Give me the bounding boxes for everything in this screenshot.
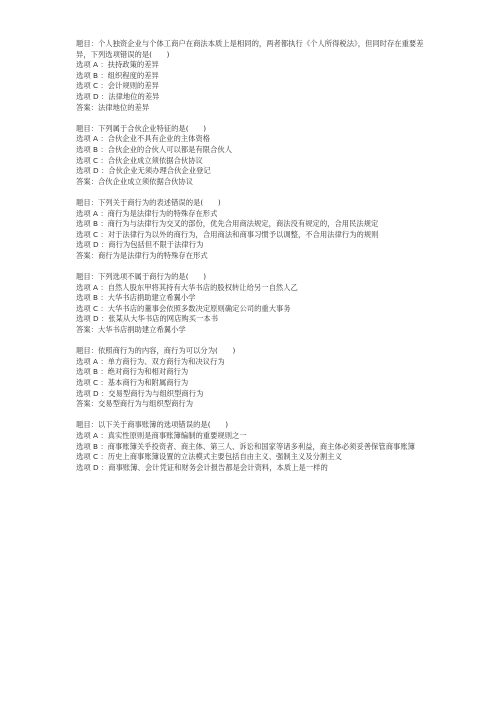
question-answer: 答案：交易型商行为与组织型商行为: [76, 399, 194, 409]
question-option: 选项 B ：商行为与法律行为交叉的部份，优先合用商法规定，商法没有规定的，合用民法规定: [76, 219, 379, 229]
question-option: 选项 D ：商行为包括但不限于法律行为: [76, 240, 204, 250]
question-option: 选项 D ：商事账簿、会计凭证和财务会计报告都是会计资料，本质上是一样的: [76, 462, 328, 472]
question-stem: 题目：依照商行为的内容，商行为可以分为( ): [76, 346, 236, 356]
question-option: 选项 B ：组织程度的差异: [76, 70, 159, 80]
question-answer: 答案：商行为是法律行为的特殊存在形式: [76, 250, 208, 260]
question-option: 选项 A ：自然人股东甲将其持有大华书店的股权转让给另一自然人乙: [76, 282, 298, 292]
question-option: 选项 A ：商行为是法律行为的特殊存在形式: [76, 208, 218, 218]
question-block: [76, 198, 428, 262]
question-option: 选项 A ：单方商行为、双方商行为和决议行为: [76, 356, 225, 366]
question-option: 选项 A ：真实性原则是商事账簿编制的重要规则之一: [76, 430, 247, 440]
question-block: [76, 124, 428, 188]
question-stem: 题目：以下关于商事账簿的选项错误的是( ): [76, 420, 229, 430]
question-stem: 题目：下列选项不属于商行为的是( ): [76, 272, 207, 282]
question-option: 选项 C ：会计规则的差异: [76, 81, 159, 91]
question-option: 选项 C ：历史上商事账簿设置的立法模式主要包括自由主义、强制主义及分割主义: [76, 452, 342, 462]
question-answer: 答案：法律地位的差异: [76, 102, 150, 112]
question-option: 选项 A ：扶持政策的差异: [76, 60, 159, 70]
question-block: [76, 420, 428, 473]
question-option: 选项 D ：合伙企业无须办理合伙企业登记: [76, 166, 211, 176]
question-option: 选项 B ：合伙企业的合伙人可以都是有限合伙人: [76, 144, 233, 154]
question-option: 选项 C ：合伙企业成立须依据合伙协议: [76, 155, 203, 165]
question-option: 选项 D ：法律地位的差异: [76, 91, 160, 101]
question-stem: 题目：个人独资企业与个体工商户在商法本质上是相同的，两者都执行《个人所得税法》，但同时存在重要差异，下列选项错误的是( ): [76, 39, 424, 59]
question-block: [76, 346, 428, 410]
question-answer: 答案：大华书店捐助建立希翼小学: [76, 325, 186, 335]
question-option: 选项 C ：基本商行为和附属商行为: [76, 378, 189, 387]
question-option: 选项 B ：绝对商行为和相对商行为: [76, 367, 189, 377]
question-option: 选项 C ：对于法律行为以外的商行为，合用商法和商事习惯予以调整，不合用法律行为的规则: [76, 229, 379, 239]
question-option: 选项 B ：大华书店捐助建立希翼小学: [76, 293, 196, 303]
question-block: [76, 39, 428, 113]
question-answer: 答案：合伙企业成立须依据合伙协议: [76, 176, 194, 186]
question-option: 选项 A ：合伙企业不具有企业的主体资格: [76, 134, 211, 144]
document-page: [76, 39, 428, 484]
question-option: 选项 D ：交易型商行为与组织型商行为: [76, 388, 204, 398]
question-option: 选项 B ：商事账簿关乎投资者、商主体、第三人、诉讼和国家等诸多利益，商主体必须妥善保管商事账簿: [76, 441, 415, 451]
question-stem: 题目：下列关于商行为的表述错误的是( ): [76, 197, 221, 207]
question-option: 选项 C ：大华书店的董事会依照多数决定原则确定公司的重大事务: [76, 303, 291, 313]
question-stem: 题目：下列属于合伙企业特征的是( ): [76, 123, 207, 133]
question-block: [76, 272, 428, 336]
question-option: 选项 D ：张某从大华书店的网店购买一本书: [76, 314, 219, 324]
